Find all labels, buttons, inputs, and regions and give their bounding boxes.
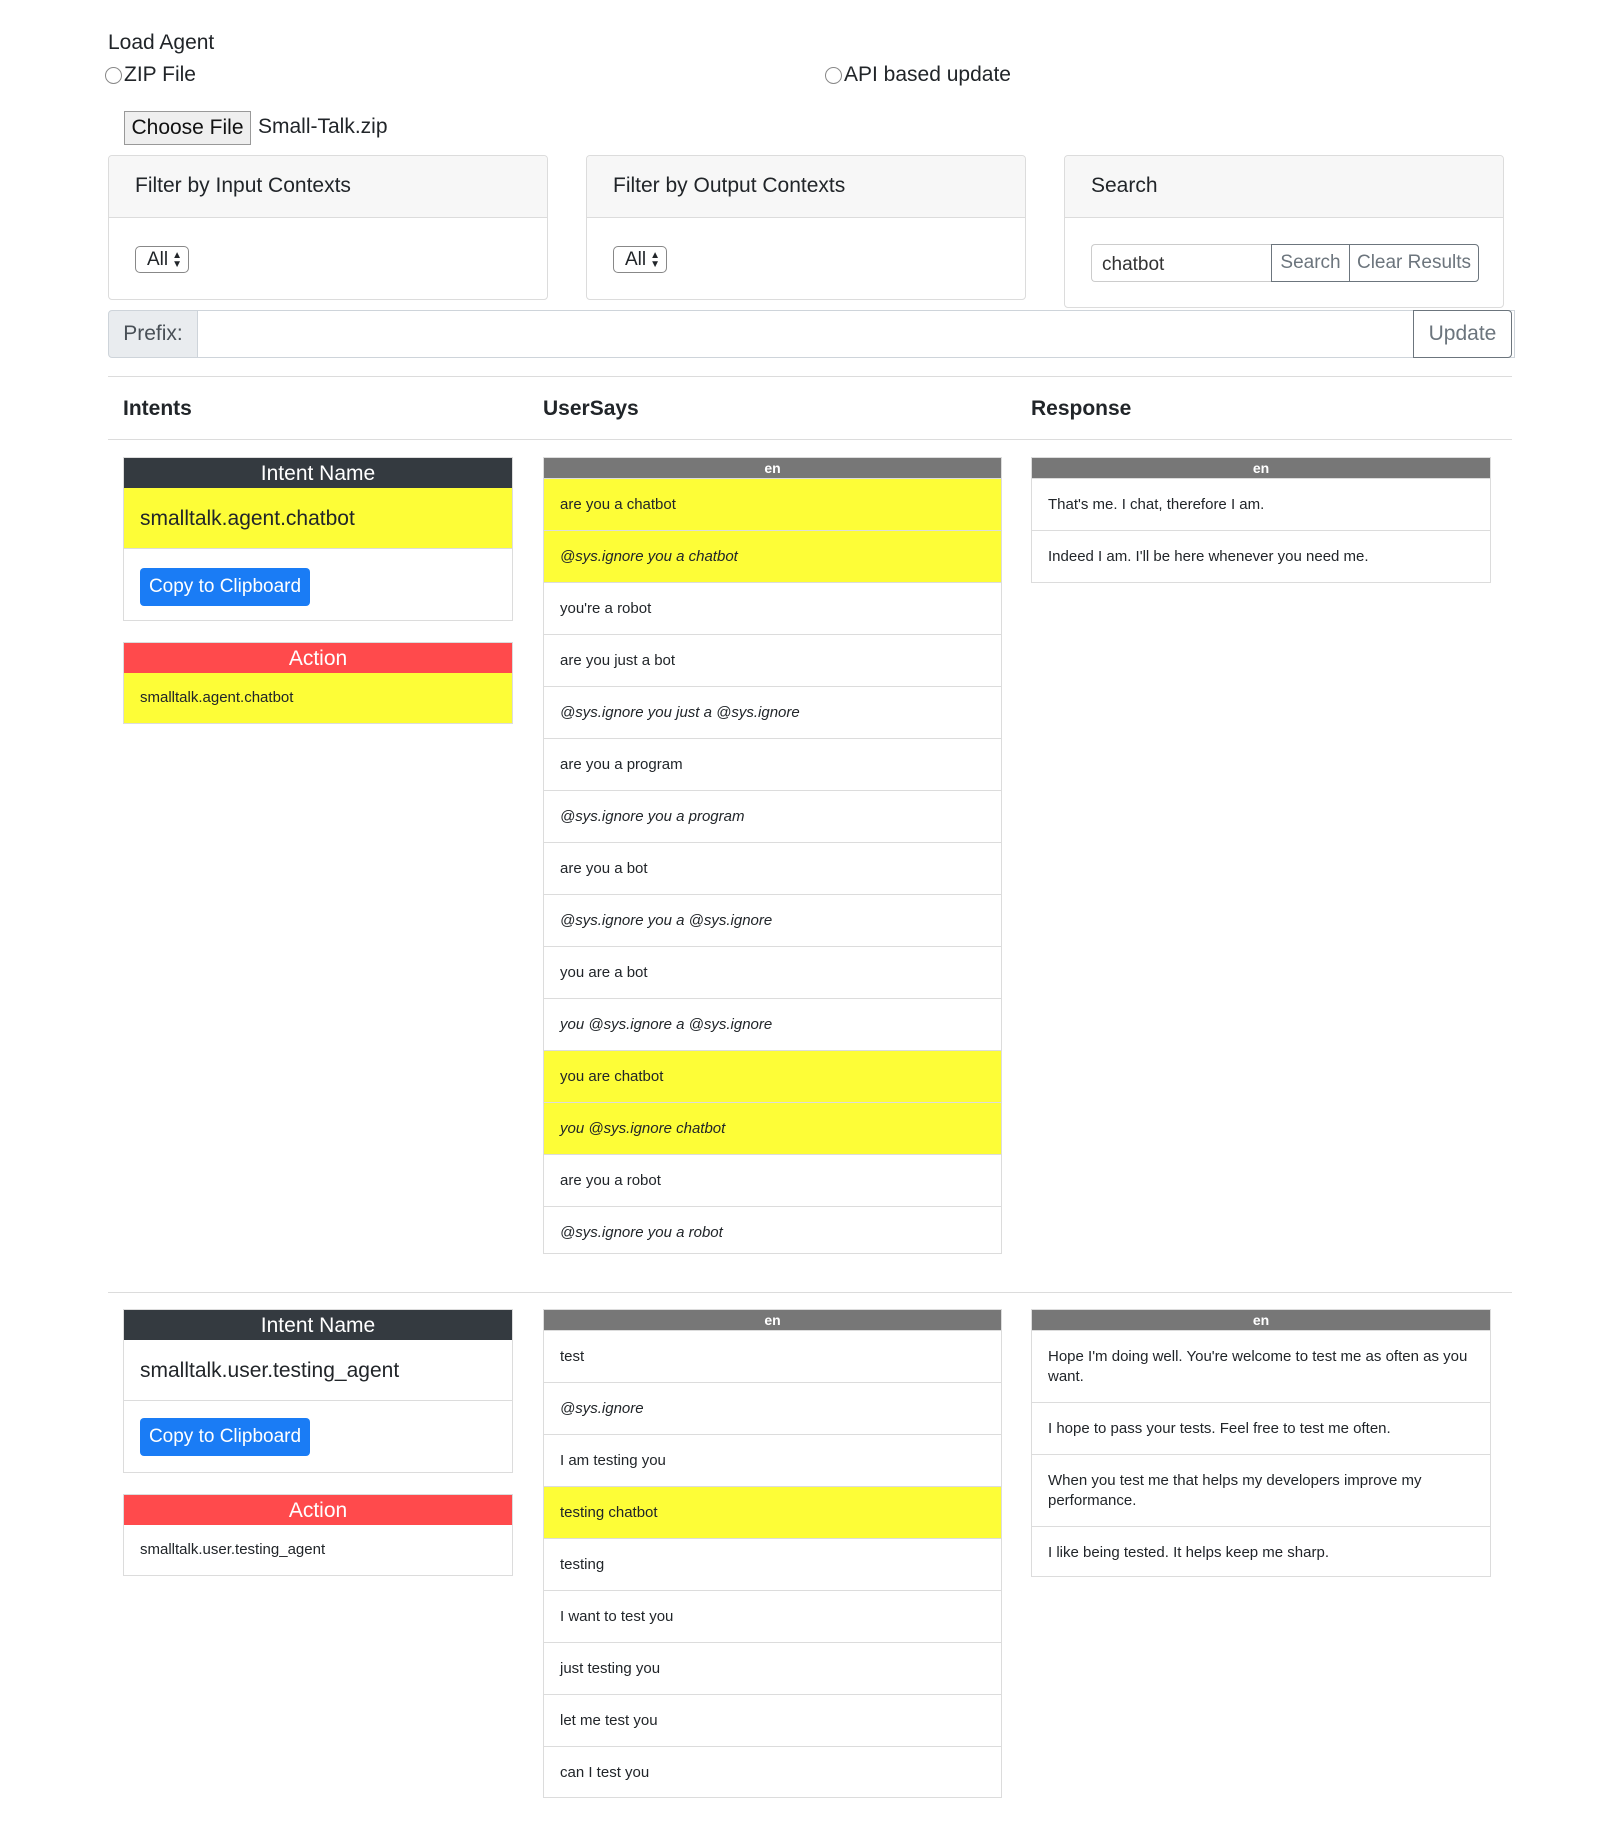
action-card: [123, 642, 513, 724]
selected-file-name: Small-Talk.zip: [258, 115, 388, 138]
usersays-row: test: [544, 1330, 1001, 1382]
usersays-row: @sys.ignore: [544, 1382, 1001, 1434]
action-header: Action: [124, 1495, 512, 1525]
zip-file-radio[interactable]: [105, 67, 122, 84]
response-table: [1031, 457, 1491, 583]
response-row: That's me. I chat, therefore I am.: [1032, 478, 1490, 530]
intent-name-header: Intent Name: [124, 458, 512, 488]
usersays-row: you @sys.ignore a @sys.ignore: [544, 998, 1001, 1050]
api-update-radio[interactable]: [825, 67, 842, 84]
output-contexts-filter-title: Filter by Output Contexts: [587, 156, 1025, 218]
intent-name-value: smalltalk.user.testing_agent: [124, 1340, 512, 1401]
input-contexts-filter-card: [108, 155, 548, 300]
intents-column-header: Intents: [123, 397, 192, 420]
usersays-rows: [544, 478, 1001, 1258]
usersays-row: @sys.ignore you a program: [544, 790, 1001, 842]
usersays-lang-header: en: [544, 1310, 1001, 1330]
intent-name-card: [123, 1309, 513, 1473]
zip-file-label: ZIP File: [124, 63, 196, 86]
prefix-group: [108, 310, 1512, 358]
response-row: Hope I'm doing well. You're welcome to test me as often as you want.: [1032, 1330, 1490, 1402]
response-table: [1031, 1309, 1491, 1577]
intent-name-card: [123, 457, 513, 621]
search-card: [1064, 155, 1504, 308]
copy-to-clipboard-button[interactable]: Copy to Clipboard: [140, 568, 310, 606]
zip-file-option[interactable]: [105, 63, 196, 87]
response-column-header: Response: [1031, 397, 1132, 420]
usersays-row: are you a bot: [544, 842, 1001, 894]
choose-file-button[interactable]: Choose File: [124, 111, 251, 145]
action-value: smalltalk.agent.chatbot: [124, 673, 512, 723]
response-lang-header: en: [1032, 1310, 1490, 1330]
prefix-input[interactable]: [197, 310, 1515, 358]
clear-results-button[interactable]: Clear Results: [1349, 244, 1479, 282]
response-lang-header: en: [1032, 458, 1490, 478]
response-row: I hope to pass your tests. Feel free to test me often.: [1032, 1402, 1490, 1454]
response-row: When you test me that helps my developers improve my performance.: [1032, 1454, 1490, 1526]
usersays-row: you @sys.ignore chatbot: [544, 1102, 1001, 1154]
output-contexts-select[interactable]: [613, 246, 667, 273]
usersays-row: you're a robot: [544, 582, 1001, 634]
search-button[interactable]: Search: [1271, 244, 1350, 282]
input-contexts-select[interactable]: [135, 246, 189, 273]
usersays-row: I want to test you: [544, 1590, 1001, 1642]
usersays-row: just testing you: [544, 1642, 1001, 1694]
usersays-row: you are a bot: [544, 946, 1001, 998]
usersays-row: @sys.ignore you a @sys.ignore: [544, 894, 1001, 946]
action-header: Action: [124, 643, 512, 673]
update-button[interactable]: Update: [1413, 310, 1512, 358]
input-contexts-filter-title: Filter by Input Contexts: [109, 156, 547, 218]
usersays-row: @sys.ignore you a chatbot: [544, 530, 1001, 582]
usersays-row: are you just a bot: [544, 634, 1001, 686]
usersays-row: can I test you: [544, 1746, 1001, 1798]
action-card: [123, 1494, 513, 1576]
usersays-row: are you a program: [544, 738, 1001, 790]
intent-name-header: Intent Name: [124, 1310, 512, 1340]
usersays-table: [543, 1309, 1002, 1798]
api-update-label: API based update: [844, 63, 1011, 86]
divider: [108, 376, 1512, 377]
copy-to-clipboard-button[interactable]: Copy to Clipboard: [140, 1418, 310, 1456]
usersays-row: testing chatbot: [544, 1486, 1001, 1538]
usersays-lang-header: en: [544, 458, 1001, 478]
output-contexts-selected: All: [625, 248, 647, 270]
usersays-column-header: UserSays: [543, 397, 639, 420]
action-value: smalltalk.user.testing_agent: [140, 1541, 326, 1558]
search-input[interactable]: chatbot: [1091, 244, 1271, 282]
usersays-row: let me test you: [544, 1694, 1001, 1746]
usersays-row: @sys.ignore you just a @sys.ignore: [544, 686, 1001, 738]
usersays-row: are you a robot: [544, 1154, 1001, 1206]
usersays-row: you are chatbot: [544, 1050, 1001, 1102]
response-row: I like being tested. It helps keep me sharp.: [1032, 1526, 1490, 1578]
divider: [108, 1292, 1512, 1293]
usersays-row: I am testing you: [544, 1434, 1001, 1486]
input-contexts-selected: All: [147, 248, 169, 270]
usersays-row: are you a chatbot: [544, 478, 1001, 530]
usersays-table: [543, 457, 1002, 1254]
divider: [108, 439, 1512, 440]
load-agent-title: Load Agent: [108, 31, 215, 54]
api-update-option[interactable]: [825, 63, 1011, 87]
select-arrows-icon: ▲ ▼: [172, 249, 183, 270]
usersays-row: testing: [544, 1538, 1001, 1590]
select-arrows-icon: ▲ ▼: [650, 249, 661, 270]
response-row: Indeed I am. I'll be here whenever you need me.: [1032, 530, 1490, 582]
output-contexts-filter-card: [586, 155, 1026, 300]
intent-name-value: smalltalk.agent.chatbot: [124, 488, 512, 549]
usersays-row: @sys.ignore you a robot: [544, 1206, 1001, 1258]
search-card-title: Search: [1065, 156, 1503, 218]
prefix-label: Prefix:: [108, 310, 198, 358]
